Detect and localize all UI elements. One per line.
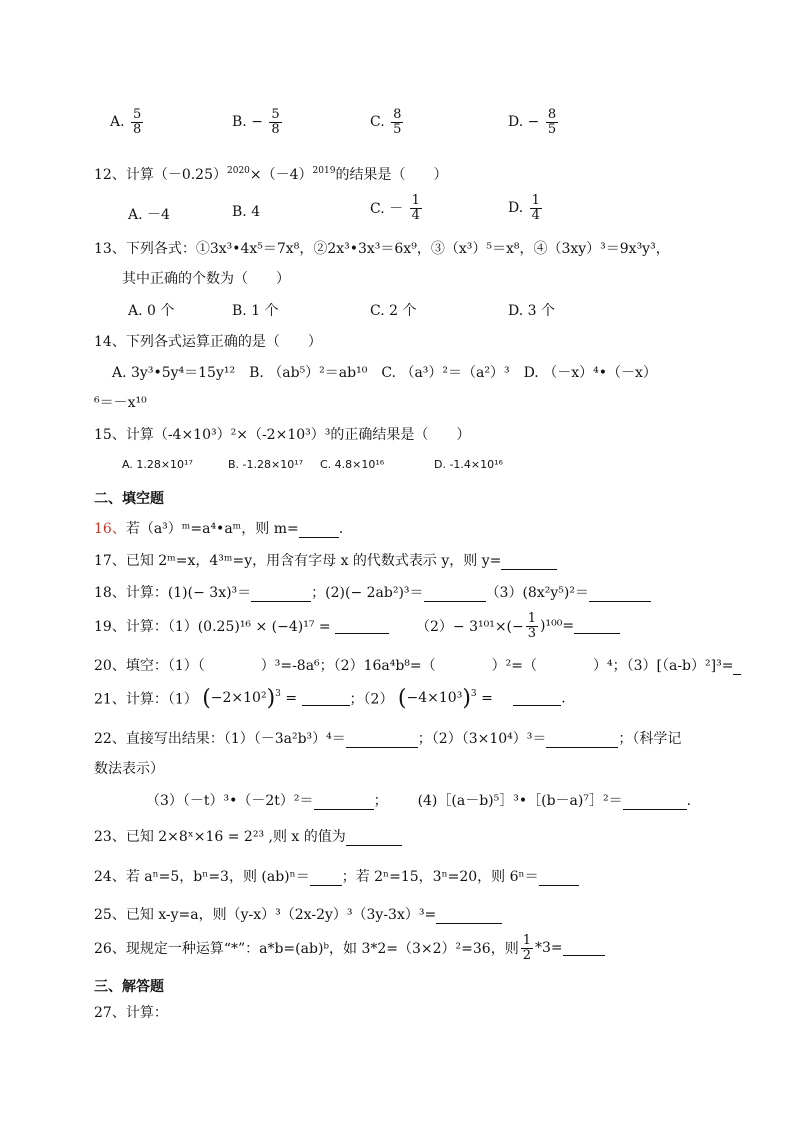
question-22: 22、直接写出结果：（1）（－3a²b³）⁴＝ ；（2）（3×10⁴）³＝ ；（科学记 — [94, 731, 682, 747]
question-15-stem: 15、计算（-4×10³）²×（-2×10³）³的正确结果是（ ） — [94, 427, 471, 443]
question-13-stem: 13、下列各式：①3x³•4x⁵＝7x⁸，②2x³•3x³＝6x⁹，③（x³）⁵＝x⁸，④（3xy）³＝9x³y³， — [94, 241, 670, 257]
question-22-part3: （3）（－t）³•（－2t）²＝ ； (4)［(a－b)⁵］³•［(b－a)⁷］²＝ . — [146, 793, 692, 809]
answer-blank[interactable] — [733, 660, 741, 675]
q15-option-a[interactable]: A. 1.28×10¹⁷ — [122, 458, 193, 471]
question-14-options[interactable]: A. 3y³•5y⁴＝15y¹² B. （ab⁵）²＝ab¹⁰ C. （a³）²＝（a²）³ D. （－x）⁴•（－x） — [112, 365, 657, 381]
q15-option-c[interactable]: C. 4.8×10¹⁶ — [320, 458, 385, 471]
question-12-options — [128, 193, 728, 234]
fraction: $\frac{8}{5}$ — [547, 107, 557, 137]
answer-blank[interactable] — [346, 831, 402, 846]
question-12-stem: 12、计算$(-0.25)^{2020}\times(-4)^{2019}$的结果是（ ） — [94, 166, 448, 183]
question-14-options-cont: ⁶＝－x¹⁰ — [94, 395, 147, 411]
expression: $(-4\times 10^3)^3$ — [397, 686, 477, 711]
q11-option-b[interactable]: B. − $\frac{5}{8}$ — [232, 107, 280, 137]
fraction: $\frac{5}{8}$ — [133, 107, 142, 137]
answer-blank[interactable] — [436, 909, 502, 924]
fraction: $\frac{5}{8}$ — [271, 107, 280, 137]
fraction: $\frac{8}{5}$ — [393, 107, 402, 137]
answer-blank[interactable] — [251, 587, 311, 602]
q12-option-d[interactable]: D. $\frac{1}{4}$ — [508, 193, 540, 223]
q11-option-a[interactable]: A. $\frac{5}{8}$ — [110, 107, 142, 137]
section-heading-solve: 三、解答题 — [94, 979, 164, 995]
fraction: $\frac{1}{4}$ — [531, 193, 540, 223]
answer-blank[interactable] — [424, 587, 486, 602]
fraction: $\frac{1}{4}$ — [411, 193, 420, 223]
question-14-stem: 14、下列各式运算正确的是（ ） — [94, 334, 322, 350]
question-22-cont: 数法表示） — [94, 761, 164, 777]
answer-blank[interactable] — [299, 523, 339, 538]
q15-option-b[interactable]: B. -1.28×10¹⁷ — [228, 458, 304, 471]
question-27: 27、计算： — [94, 1005, 168, 1021]
q11-option-c[interactable]: C. $\frac{8}{5}$ — [370, 107, 402, 137]
q12-option-c[interactable]: C. － $\frac{1}{4}$ — [370, 193, 420, 223]
q13-option-d[interactable]: D. 3 个 — [508, 303, 555, 319]
question-17: 17、已知 2ᵐ=x，4³ᵐ=y，用含有字母 x 的代数式表示 y，则 y= — [94, 550, 557, 570]
q13-option-c[interactable]: C. 2 个 — [370, 303, 417, 319]
section-heading-fill-in: 二、填空题 — [94, 491, 164, 507]
q15-option-d[interactable]: D. -1.4×10¹⁶ — [434, 458, 503, 471]
answer-blank[interactable] — [314, 795, 374, 810]
question-24: 24、若 aⁿ=5，bⁿ=3，则 (ab)ⁿ＝ ；若 2ⁿ=15，3ⁿ=20，则 6ⁿ＝ — [94, 866, 579, 886]
question-26: 26、现规定一种运算“*”：a*b=(ab)ᵇ，如 3*2=（3×2）²=36，则 $\frac{1}{2}$ *3= — [94, 934, 605, 962]
question-18: 18、计算：(1)(− 3x)³＝ ；(2)(− 2ab²)³＝ （3）(8x²y⁵)²＝ — [94, 582, 651, 602]
answer-blank[interactable] — [539, 871, 579, 886]
answer-blank[interactable] — [302, 691, 350, 706]
answer-blank[interactable] — [546, 733, 618, 748]
question-15-options — [122, 458, 742, 474]
answer-blank[interactable] — [513, 691, 561, 706]
q13-option-b[interactable]: B. 1 个 — [232, 303, 279, 319]
question-25: 25、已知 x-y=a，则（y-x）³（2x-2y）³（3y-3x）³= — [94, 904, 502, 924]
answer-blank[interactable] — [563, 941, 605, 956]
answer-blank[interactable] — [574, 619, 620, 634]
answer-blank[interactable] — [589, 587, 651, 602]
answer-blank[interactable] — [623, 795, 687, 810]
answer-blank[interactable] — [310, 871, 342, 886]
answer-blank[interactable] — [335, 619, 389, 634]
question-23: 23、已知 2×8ˣ×16 = 2²³ ,则 x 的值为 — [94, 826, 402, 846]
question-21: 21、计算：（1） $(-2\times 10^2)^3$ = ；（2） $(-4\times 10^3)^3$ = . — [94, 686, 566, 711]
q13-option-a[interactable]: A. 0 个 — [128, 303, 175, 319]
answer-blank[interactable] — [346, 733, 418, 748]
question-19: 19、计算：（1）(0.25)¹⁶ × (−4)¹⁷ = （2）− 3¹⁰¹×(− $\frac{1}{3}$ )¹⁰⁰= — [94, 612, 620, 640]
expression: $(-2\times 10^2)^3$ — [202, 686, 281, 711]
question-13-options — [128, 300, 728, 320]
fraction: $\frac{1}{3}$ — [527, 611, 537, 641]
answer-blank[interactable] — [501, 555, 557, 570]
q11-option-d[interactable]: D. − $\frac{8}{5}$ — [508, 107, 557, 137]
question-20: 20、填空：（1）（ ）³=-8a⁶；（2）16a⁴b⁸=（ ）²=（ ）⁴；（3）[（a-b）²]³= — [94, 655, 741, 675]
fraction: $\frac{1}{2}$ — [522, 933, 531, 963]
question-16: 16、若（a³）ᵐ=a⁴•aᵐ，则 m= . — [94, 521, 344, 537]
q12-option-b[interactable]: B. 4 — [232, 204, 261, 220]
q12-option-a[interactable]: A. －4 — [128, 207, 170, 223]
question-13-stem-cont: 其中正确的个数为（ ） — [122, 271, 290, 287]
